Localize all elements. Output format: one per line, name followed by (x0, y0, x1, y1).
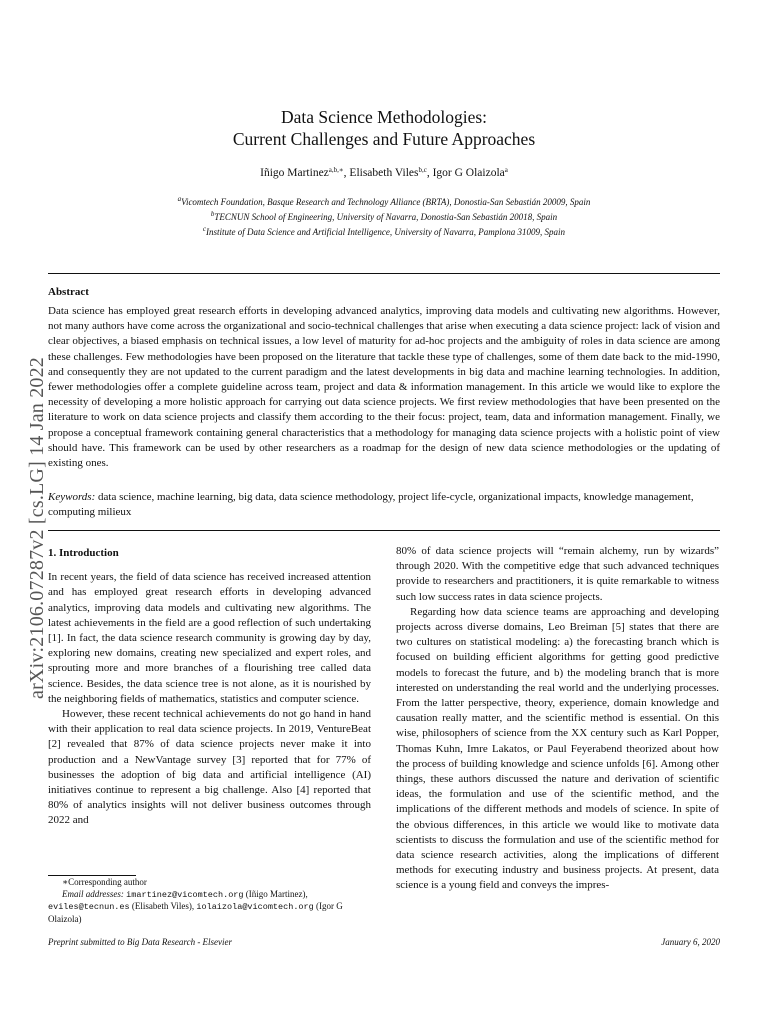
keywords-label: Keywords: (48, 491, 96, 503)
author-name: Iñigo Martinez (260, 167, 329, 179)
affiliation (0, 208, 768, 223)
email-link[interactable]: iolaizola@vicomtech.org (196, 902, 314, 912)
corresponding-author: ∗Corresponding author (62, 877, 147, 887)
paragraph: 80% of data science projects will “remain alchemy, run by wizards” through 2020. With the competitive edge that such advanced techniques provide to researchers and practitioners, it is quite remarkable to witness such low success rates in data science projects. (396, 545, 719, 603)
author-sup: b,c (418, 166, 427, 174)
right-column (396, 544, 719, 894)
email-owner: (Iñigo Martinez), (245, 888, 308, 899)
title-line-1: Data Science Methodologies: (280, 107, 488, 127)
paragraph: However, these recent technical achievements do not go hand in hand with their application to real data science projects. In 2019, VentureBeat [2] revealed that 87% of data science projects never make it into production and a NewVantage survey [3] reported that for 77% of businesses the adoption of big data and artificial intelligence (AI) initiatives continue to represent a big challenge. Also [4] reported that 80% of analytics insights will not deliver business outcomes through 2022 and (48, 708, 371, 827)
affiliation-text: Institute of Data Science and Artificial Intelligence, University of Navarra, Pamplona 31009, Spain (206, 227, 566, 237)
affiliation-sup: b (210, 210, 215, 218)
footer-preprint-note: Preprint submitted to Big Data Research - Elsevier (48, 937, 233, 947)
paragraph: In recent years, the field of data science has received increased attention and has employed great research efforts in developing advanced analytics, improving data models and cultivating new algorithms. The latest achievements in the field are a good reflection of such undertaking [1]. In fact, the data science research community is growing day by day, exploring new domains, creating new specialized and expert roles, and sprouting more and more branches of a flourishing tree called data science. Besides, the data science tree is not alone, as it is nourished by the neighboring fields of mathematics, statistics and computer science. (48, 571, 371, 705)
arxiv-identifier: arXiv:2106.07287v2 [cs.LG] 14 Jan 2022 (26, 357, 48, 699)
email-list (48, 889, 372, 926)
abstract-text: Data science has employed great research efforts in developing advanced analytics, improving data models and cultivating new algorithms. However, not many authors have come across the organizational and socio-technical challenges that arise when executing a data science project: lack of vision and clear objectives, a biased emphasis on technical issues, a low level of maturity for ad-hoc projects and the ambiguity of roles in data science are among these challenges. Few methodologies have been proposed on the literature that tackle these type of challenges, some of them date back to the mid-1990, and consequently they are not updated to the current paradigm and the latest developments in big data and machine learning technologies. In addition, fewer methodologies offer a complete guideline across team, project and data & information management. In this article we would like to explore the necessity of developing a more holistic approach for carrying out data science projects. We first review methodologies that have been presented on the literature to work on data science projects and classify them according to the their focus: project, team, data and information management. Finally, we propose a conceptual framework containing general characteristics that a methodology for managing data science projects with a holistic point of view should have. This framework can be used by other researchers as a roadmap for the design of new data science methodologies or the updating of existing ones. (48, 305, 720, 470)
affiliation (0, 193, 768, 208)
abstract-bottom-rule (48, 530, 720, 531)
left-column (48, 546, 371, 829)
email-owner: (Elisabeth Viles), (131, 901, 195, 911)
paper-title (0, 106, 768, 150)
email-label: Email addresses: (62, 888, 124, 899)
abstract-top-rule (48, 273, 720, 274)
footnote-rule (48, 875, 136, 876)
keywords-text: data science, machine learning, big data, data science methodology, project life-cycle, organizational impacts, knowledge management, computing milieux (48, 491, 694, 519)
email-link[interactable]: eviles@tecnun.es (48, 902, 130, 912)
author-list: Iñigo Martinez$^{a,b,∗}$, Elisabeth Viles$^{b,c}$, Igor G Olaizola$^a$ (260, 166, 508, 179)
affiliation-text: Vicomtech Foundation, Basque Research and Technology Alliance (BRTA), Donostia-San Sebastián 20009, Spain (181, 197, 591, 207)
affiliation-text: TECNUN School of Engineering, University of Navarra, Donostia-San Sebastián 20018, Spain (214, 212, 558, 222)
email-link[interactable]: imartinez@vicomtech.org (126, 889, 244, 900)
footer-date: January 6, 2020 (661, 937, 720, 947)
abstract-heading: Abstract (48, 286, 89, 298)
footnote (48, 877, 372, 925)
section-heading: 1. Introduction (48, 547, 119, 559)
author-name: Igor G Olaizola (432, 167, 505, 179)
affiliation (0, 223, 768, 238)
author-name: Elisabeth Viles (349, 167, 419, 179)
keywords (48, 490, 720, 520)
paragraph: Regarding how data science teams are approaching and developing projects across diverse domains, Leo Breiman [5] states that there are two cultures on statistical modeling: a) the forecasting branch which is focused on building efficient algorithms for getting good predictive models to forecast the future, and b) the modeling branch that is more interested on understanding the real world and the underlying processes. From the latter perspective, theory, experience, domain knowledge and causation really matter, and the scientific method is essential. On this wise, philosophers of science from the XX century such as Karl Popper, Thomas Kuhn, Imre Lakatos, or Paul Feyerabend theorized about how the process of building knowledge and science unfolds [6]. Among other things, these authors discussed the nature and derivation of scientific ideas, the formulation and use of the scientific method, and the implications of the different methods and models of science. In spite of the obvious differences, in this article we would like to motivate data scientists to discuss the formulation and use of the scientific method for data science research activities, along the implications of different methods for executing industry and business projects. At present, data science is a young field and conveys the impres- (396, 605, 719, 892)
email-owner: (Igor G Olaizola) (48, 901, 343, 924)
title-line-2: Current Challenges and Future Approaches (232, 129, 536, 149)
affiliation-sup: a (177, 195, 182, 203)
affiliation-sup: c (202, 225, 207, 233)
author-sup: a,b,∗ (328, 166, 344, 174)
author-sup: a (504, 166, 508, 174)
affiliation-list (0, 193, 768, 238)
